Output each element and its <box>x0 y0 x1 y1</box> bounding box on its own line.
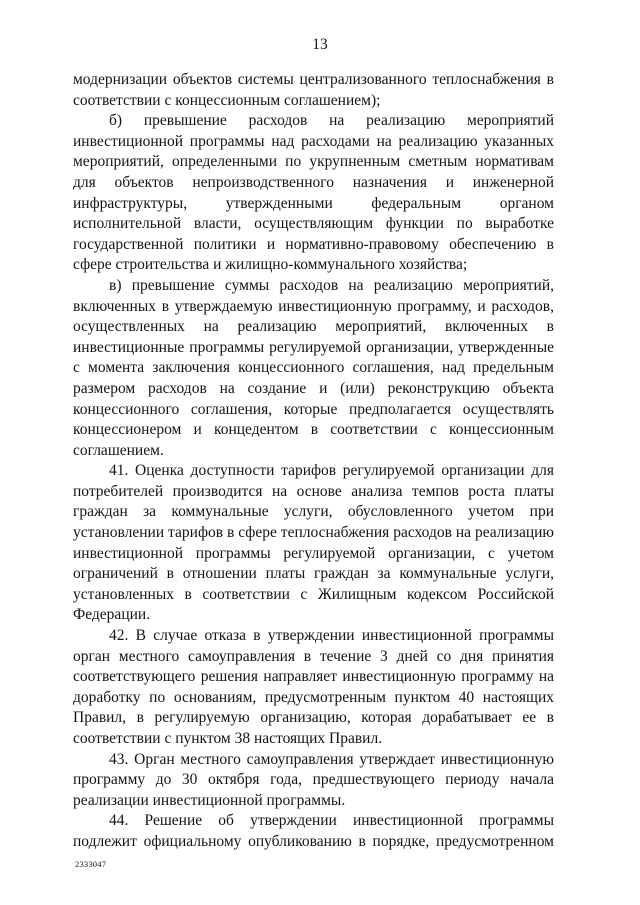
paragraph-43: 43. Орган местного самоуправления утверждает инвестиционную программу до 30 октября года, предшествующего периоду начала реализации инвестиционной программы. <box>73 750 554 809</box>
document-code: 2333047 <box>75 859 107 869</box>
paragraph-41: 41. Оценка доступности тарифов регулируемой организации для потребителей производится на основе анализа темпов роста платы граждан за коммунальные услуги, обусловленного учетом при установлении тарифов в сфере теплоснабжения расходов на реализацию инвестиционной программы регулируемой организации, с учетом ограничений в отношении платы граждан за коммунальные услуги, установленных в соответствии с Жилищным кодексом Российской Федерации. <box>73 462 554 624</box>
page-number: 13 <box>312 36 328 53</box>
document-body <box>73 70 554 853</box>
paragraph-44: 44. Решение об утверждении инвестиционной программы подлежит официальному опубликованию в порядке, предусмотренном <box>73 812 554 850</box>
paragraph-item-v: в) превышение суммы расходов на реализацию мероприятий, включенных в утверждаемую инвестиционную программу, и расходов, осуществленных на реализацию мероприятий, включенных в инвестиционные программы регулируемой организации, утвержденные с момента заключения концессионного соглашения, над предельным размером расходов на создание и (или) реконструкцию объекта концессионного соглашения, которые предполагается осуществлять концессионером и концедентом в соответствии с концессионным соглашением. <box>73 276 554 459</box>
paragraph-item-b: б) превышение расходов на реализацию мероприятий инвестиционной программы над расходами на реализацию указанных мероприятий, определенными по укрупненным сметным нормативам для объектов непроизводственного назначения и инженерной инфраструктуры, утвержденными федеральным органом исполнительной власти, осуществляющим функции по выработке государственной политики и нормативно-правовому обеспечению в сфере строительства и жилищно-коммунального хозяйства; <box>73 112 554 274</box>
paragraph-continuation: модернизации объектов системы централизованного теплоснабжения в соответствии с концессионным соглашением); <box>73 71 554 109</box>
paragraph-42: 42. В случае отказа в утверждении инвестиционной программы орган местного самоуправления в течение 3 дней со дня принятия соответствующего решения направляет инвестиционную программу на доработку по основаниям, предусмотренным пунктом 40 настоящих Правил, в регулируемую организацию, которая дорабатывает ее в соответствии с пунктом 38 настоящих Правил. <box>73 627 554 747</box>
